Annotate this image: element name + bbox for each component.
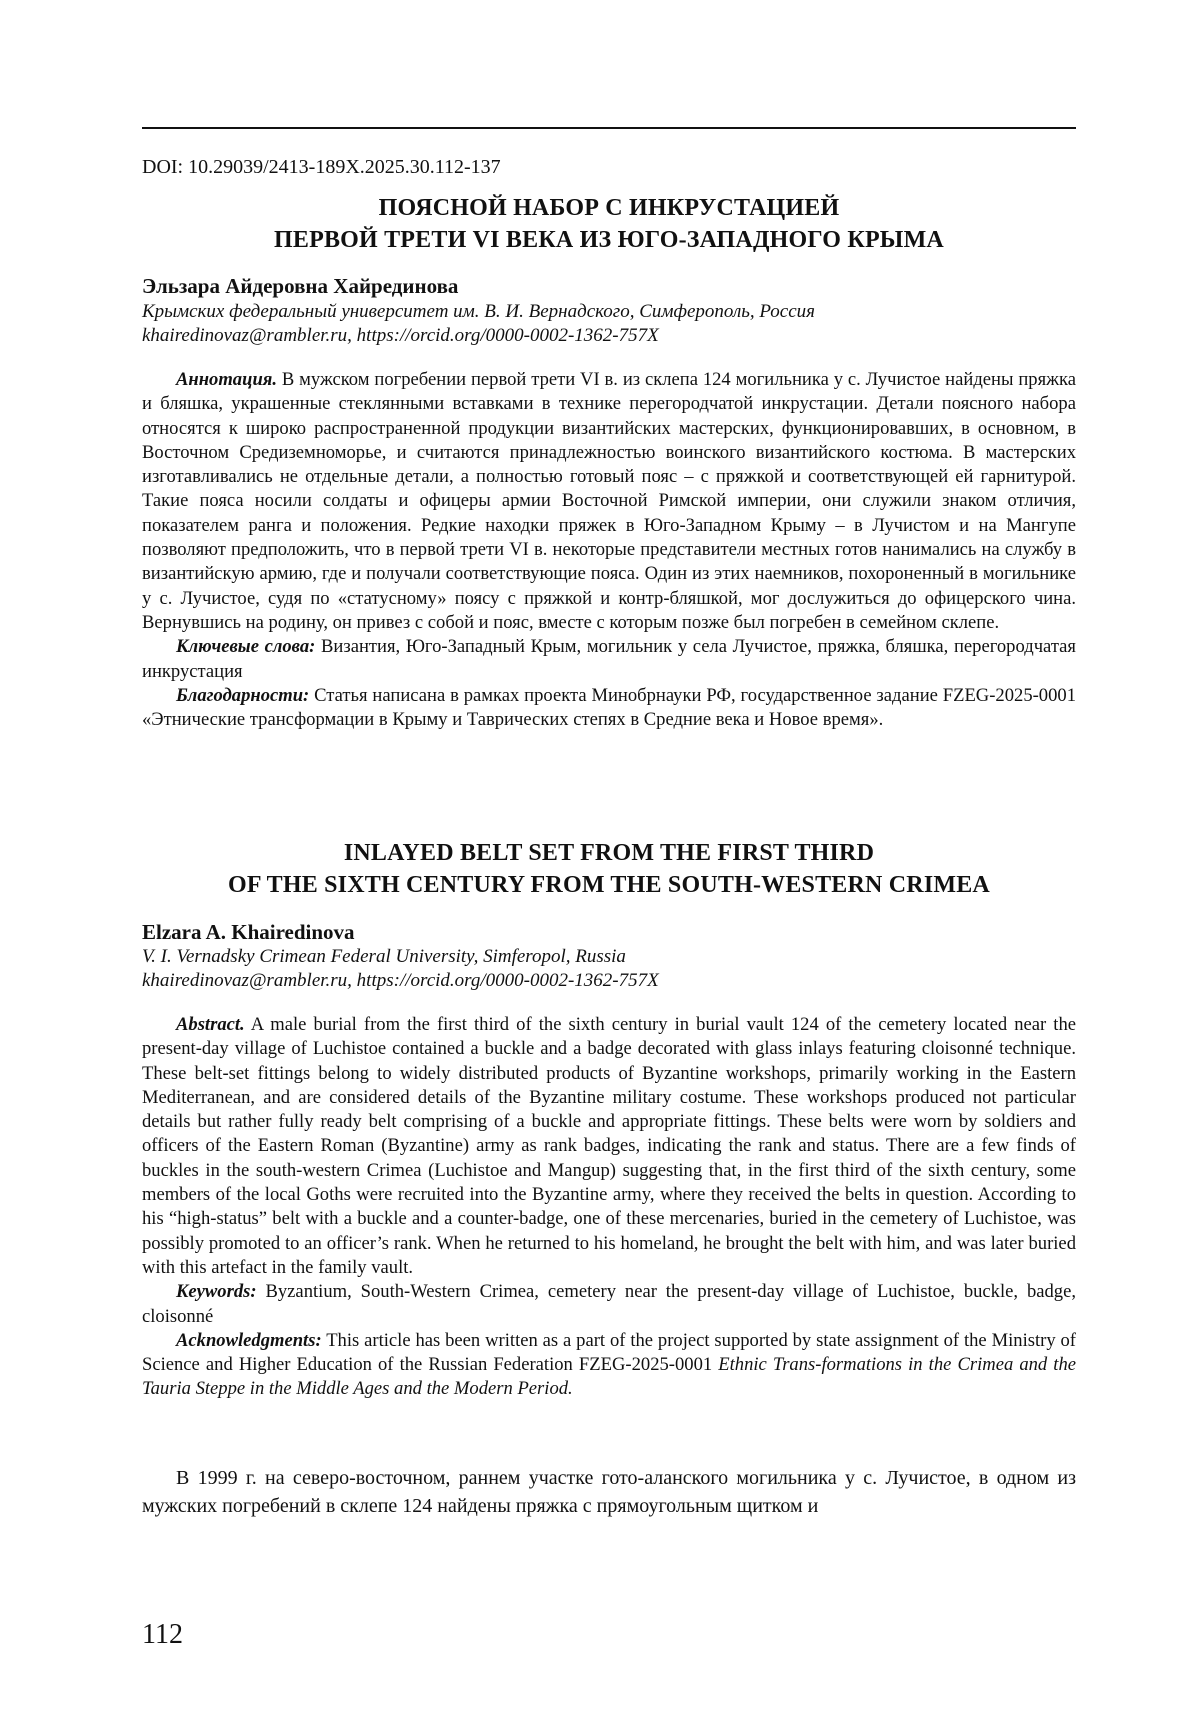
ru-title-line-2: ПЕРВОЙ ТРЕТИ VI ВЕКА ИЗ ЮГО-ЗАПАДНОГО КРЫМА <box>274 227 944 253</box>
ru-title-line-1: ПОЯСНОЙ НАБОР С ИНКРУСТАЦИЕЙ <box>378 195 840 221</box>
en-keywords-label: Keywords: <box>176 1281 257 1303</box>
ru-keywords-text: Византия, Юго-Западный Крым, могильник у села Лучистое, пряжка, бляшка, перегородчатая инкрустация <box>142 636 1076 682</box>
doi: DOI: 10.29039/2413-189X.2025.30.112-137 <box>142 156 501 178</box>
en-keywords-text: Byzantium, South-Western Crimea, cemetery near the present-day village of Luchistoe, buckle, badge, cloisonné <box>142 1281 1076 1327</box>
en-ack-project-title: Ethnic Trans-formations in the Crimea and the Tauria Steppe in the Middle Ages and the Modern Period. <box>142 1354 1077 1400</box>
ru-acknowledgments <box>142 684 1076 733</box>
ru-abstract-label: Аннотация. <box>176 369 278 390</box>
en-author: Elzara A. Khairedinova <box>142 920 355 944</box>
en-ack-text: This article has been written as a part of the project supported by state assignment of the Ministry of Science and Higher Education of the Russian Federation FZEG-2025-0001 <box>142 1329 1076 1376</box>
en-title-line-2: OF THE SIXTH CENTURY FROM THE SOUTH-WESTERN CRIMEA <box>228 872 990 898</box>
en-contact: khairedinovaz@rambler.ru, https://orcid.org/0000-0002-1362-757X <box>142 970 659 991</box>
body-paragraph: В 1999 г. на северо-восточном, раннем участке гото-аланского могильника у с. Лучистое, в одном из мужских погребений в склепе 124 найдены пряжка с прямоугольным щитком и <box>142 1467 1076 1517</box>
ru-ack-label: Благодарности: <box>176 684 310 706</box>
en-title <box>142 837 1076 901</box>
ru-contact: khairedinovaz@rambler.ru, https://orcid.org/0000-0002-1362-757X <box>142 325 659 346</box>
en-abstract <box>142 1013 1076 1280</box>
ru-ack-text: Статья написана в рамках проекта Минобрнауки РФ, государственное задание FZEG-2025-0001 «Этнические трансформации в Крыму и Таврических степях в Средние века и Новое время». <box>142 684 1076 731</box>
en-abstract-label: Abstract. <box>176 1014 245 1035</box>
ru-abstract <box>142 368 1076 635</box>
ru-keywords <box>142 635 1076 684</box>
ru-abstract-text: В мужском погребении первой трети VI в. из склепа 124 могильника у с. Лучистое найдены пряжка и бляшка, украшенные стеклянными вставками в технике перегородчатой инкрустации. Детали поясного набора относятся к широко распространенной продукции византийских мастерских, функционировавших, в основном, в Восточном Средиземноморье, и считаются принадлежностью воинского византийского костюма. В мастерских изготавливались не отдельные детали, а полностью готовый пояс – с пряжкой и соответствующей ей гарнитурой. Такие пояса носили солдаты и офицеры армии Восточной Римской империи, они служили знаком отличия, показателем ранга и положения. Редкие находки пряжек в Юго-Западном Крыму – в Лучистом и на Мангупе позволяют предположить, что в первой трети VI в. некоторые представители местных готов нанимались на службу в византийскую армию, где и получали соответствующие пояса. Один из этих наемников, похороненный в могильнике у с. Лучистое, судя по «статусному» поясу с пряжкой и контр-бляшкой, мог дослужиться до офицерского чина. Вернувшись на родину, он привез с собой и пояс, вместе с которым позже был погребен в семейном склепе. <box>142 369 1076 633</box>
ru-keywords-label: Ключевые слова: <box>176 636 316 658</box>
top-rule <box>142 127 1076 129</box>
ru-abstract-block <box>142 368 1076 732</box>
ru-author: Эльзара Айдеровна Хайрединова <box>142 274 459 298</box>
en-keywords <box>142 1280 1076 1329</box>
page-number: 112 <box>142 1619 183 1650</box>
en-affiliation: V. I. Vernadsky Crimean Federal University, Simferopol, Russia <box>142 946 626 967</box>
ru-affiliation: Крымских федеральный университет им. В. И. Вернадского, Симферополь, Россия <box>142 301 815 322</box>
en-acknowledgments <box>142 1329 1076 1402</box>
en-title-line-1: INLAYED BELT SET FROM THE FIRST THIRD <box>343 840 875 866</box>
en-abstract-block <box>142 1013 1076 1402</box>
en-abstract-text: A male burial from the first third of the sixth century in burial vault 124 of the cemetery located near the present-day village of Luchistoe contained a buckle and a badge decorated with glass inlays featuring cloisonné technique. These belt-set fittings belong to widely distributed products of Byzantine workshops, primarily working in the Eastern Mediterranean, and are considered details of the Byzantine military costume. These workshops produced not particular details but rather fully ready belt comprising of a buckle and appropriate fittings. These belts were worn by soldiers and officers of the Eastern Roman (Byzantine) army as rank badges, indicating the rank and status. There are a few finds of buckles in the south-western Crimea (Luchistoe and Mangup) suggesting that, in the first third of the sixth century, some members of the local Goths were recruited into the Byzantine army, where they received the belts in question. According to his “high-status” belt with a buckle and a counter-badge, one of these mercenaries, buried in the cemetery of Luchistoe, was possibly promoted to an officer’s rank. When he returned to his homeland, he brought the belt with him, and was later buried with this artefact in the family vault. <box>142 1014 1076 1278</box>
ru-title <box>142 192 1076 256</box>
en-ack-label: Acknowledgments: <box>176 1329 322 1351</box>
